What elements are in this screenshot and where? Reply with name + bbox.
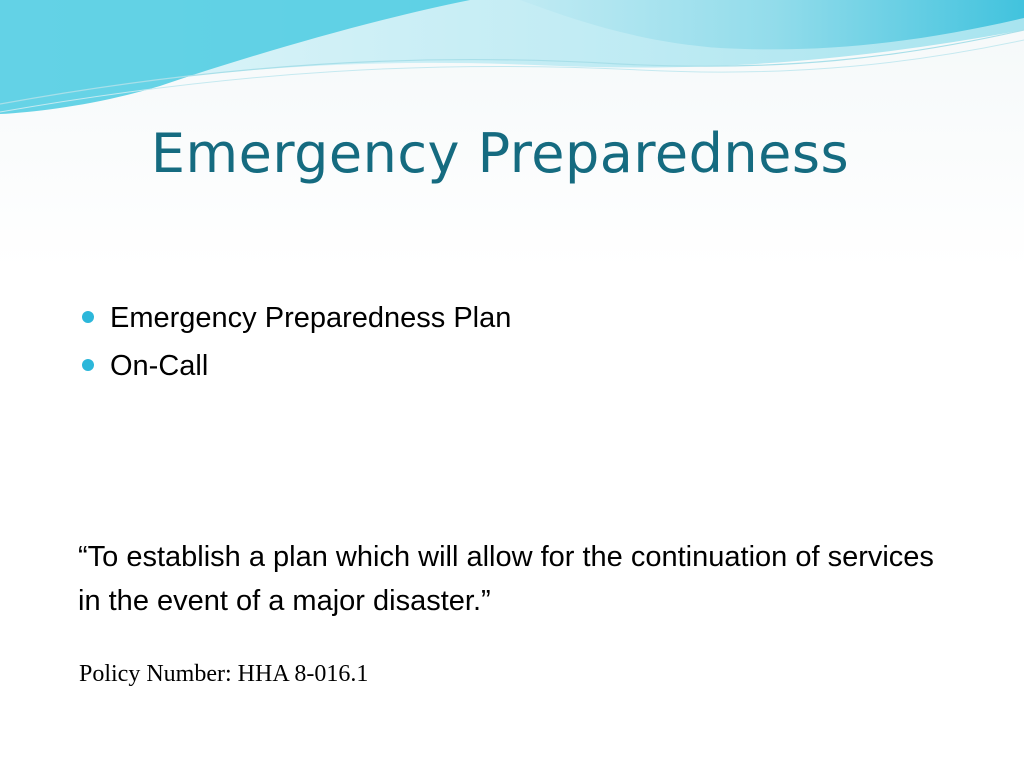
bullet-list	[80, 296, 511, 392]
slide-title: Emergency Preparedness	[150, 122, 850, 185]
policy-quote: “To establish a plan which will allow for the continuation of services in the event of a major disaster.”	[78, 541, 934, 617]
bullet-item	[80, 344, 511, 392]
decorative-wave-banner	[0, 0, 1024, 130]
bullet-dot-icon	[82, 359, 94, 371]
bullet-dot-icon	[82, 311, 94, 323]
policy-number: Policy Number: HHA 8-016.1	[79, 661, 369, 687]
bullet-label: On-Call	[110, 350, 209, 382]
bullet-label: Emergency Preparedness Plan	[110, 302, 512, 334]
bullet-item	[80, 296, 511, 344]
